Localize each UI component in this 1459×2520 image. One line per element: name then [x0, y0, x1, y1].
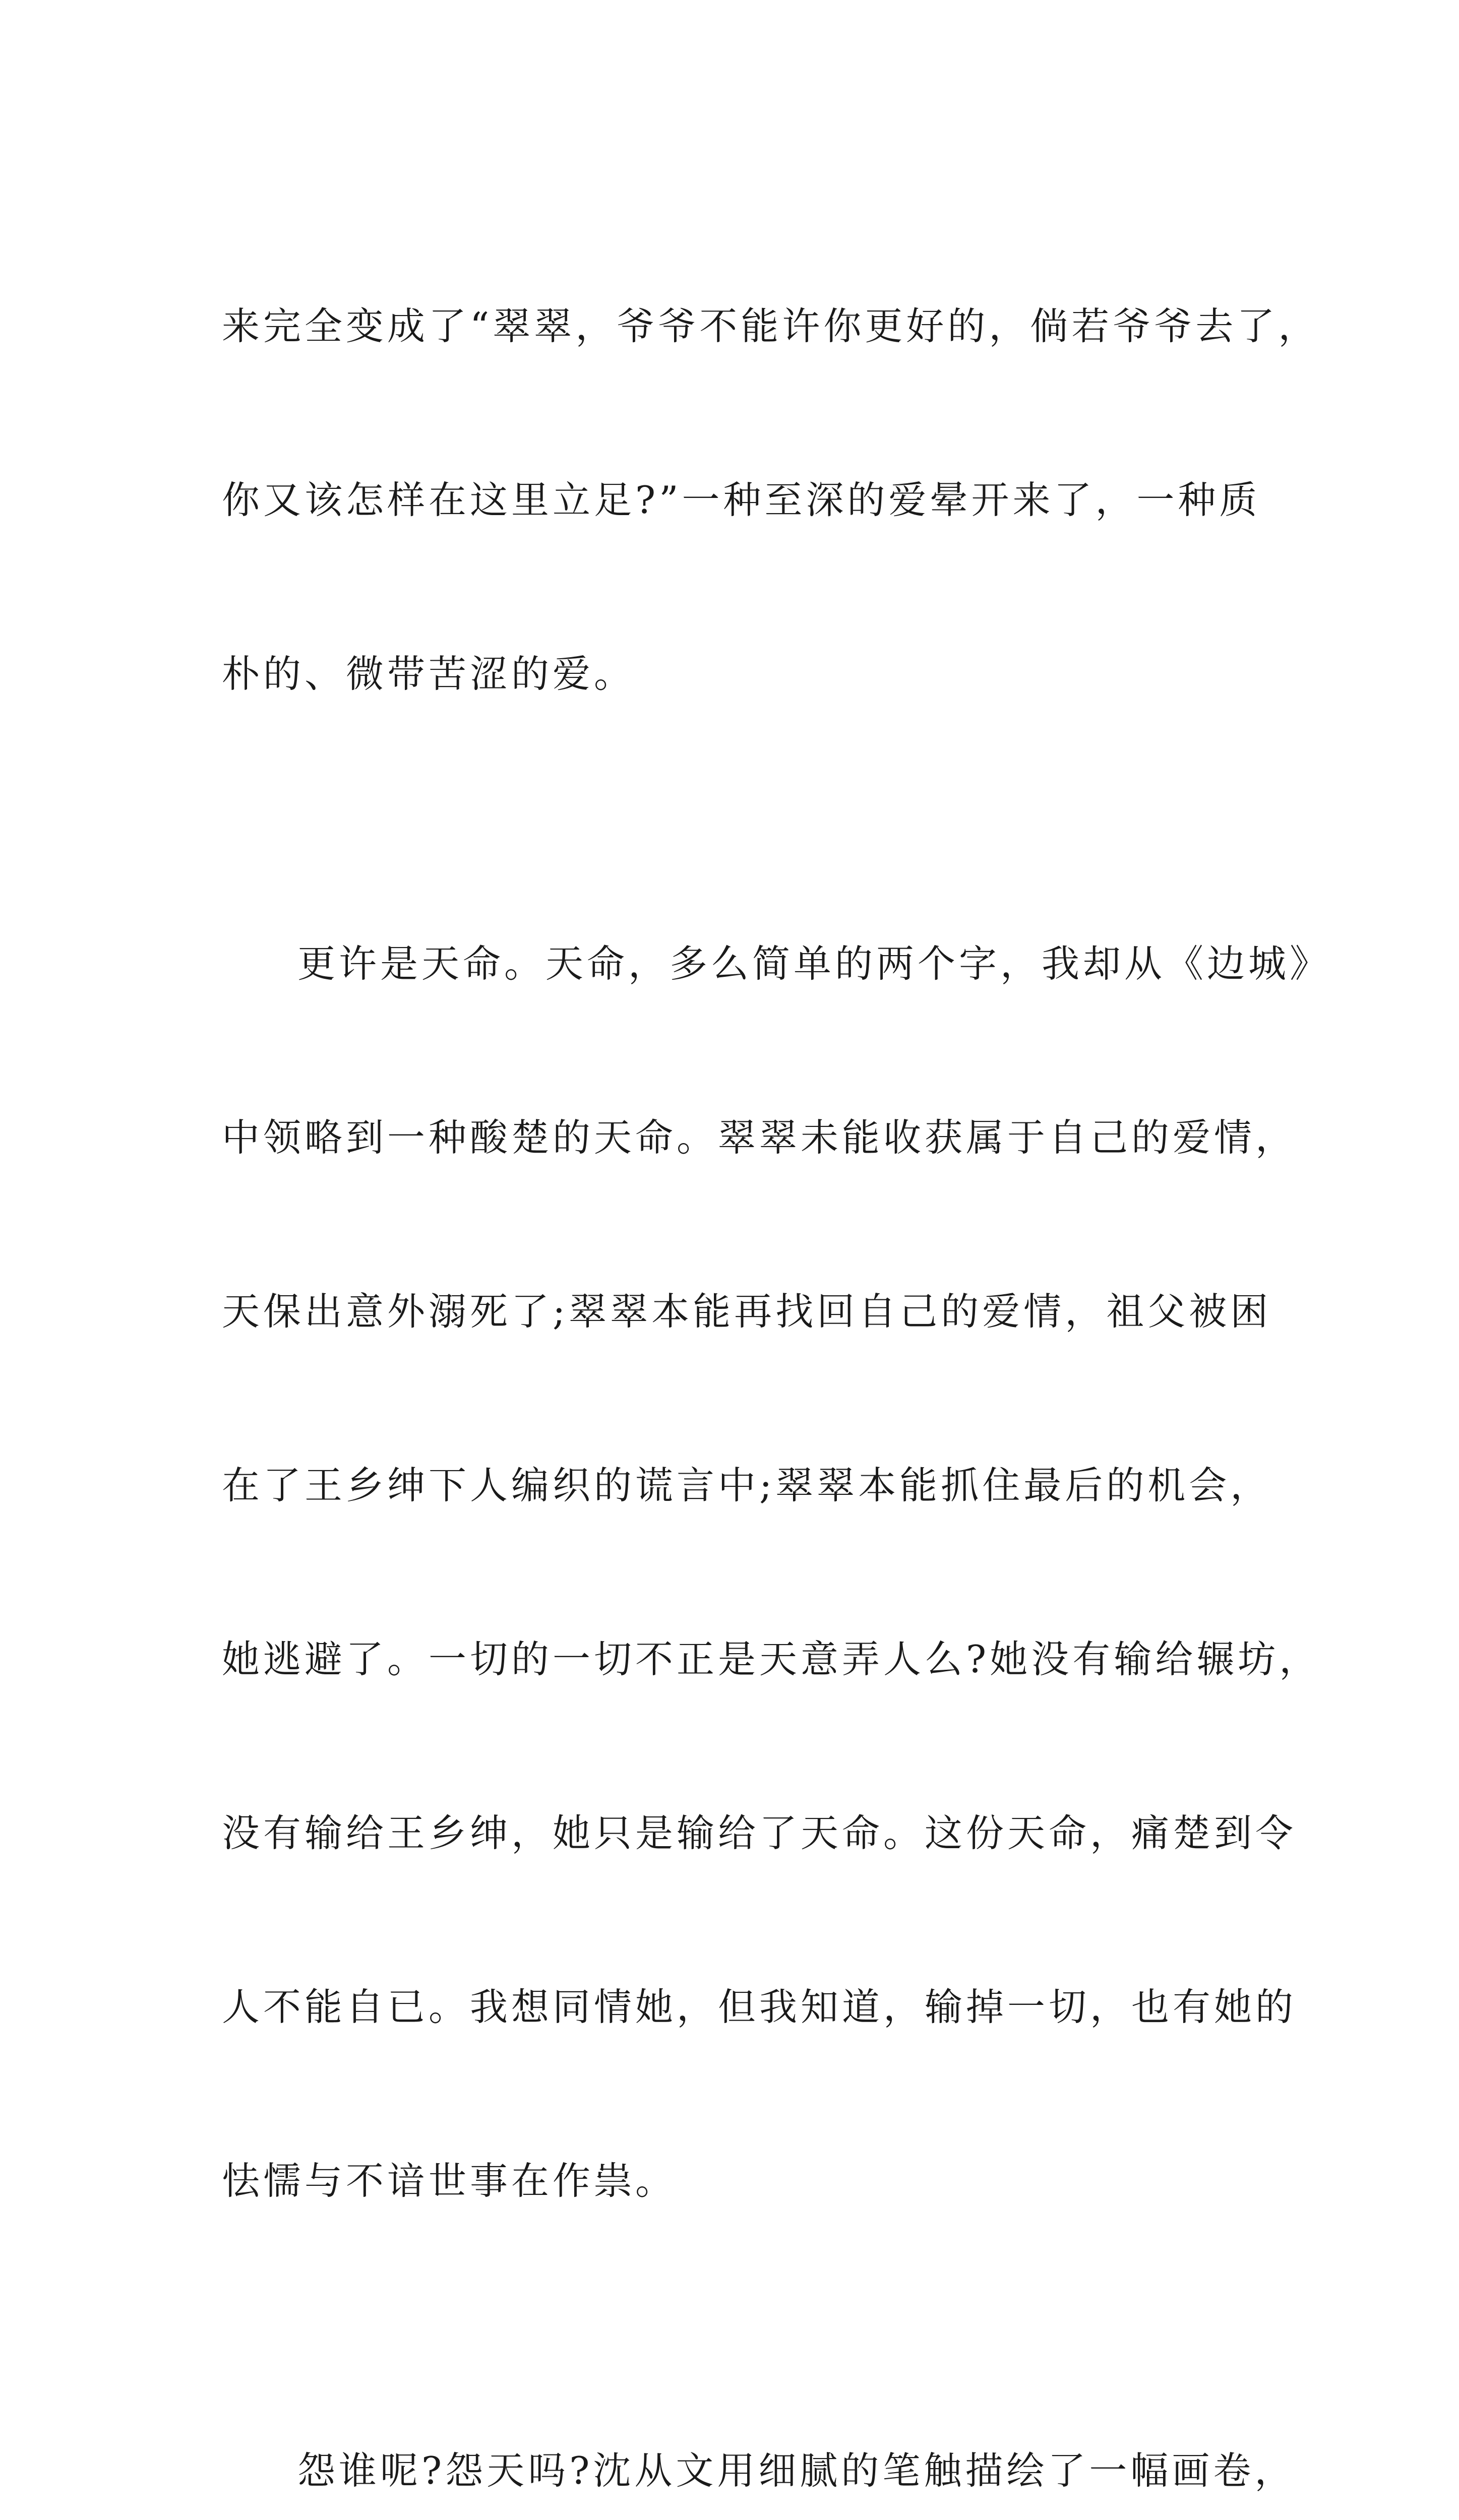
text-line: 她逃避了。一切的一切不正是天意弄人么?她没有输给辗坊， — [222, 1637, 1321, 1681]
text-line: 怯懦与不谙世事在作祟。 — [222, 2159, 677, 2203]
text-line: 来完全变成了“翠翠，爷爷不能许你更好的，倘若爷爷去了， — [222, 304, 1320, 348]
text-line: 天保出意外溺死了;翠翠本能再找回自己的爱情，祖父被困 — [222, 1289, 1272, 1334]
text-line: 在了王乡绅下人编织的谎言中;翠翠本能抓住最后的机会， — [222, 1463, 1272, 1507]
text-line: 没有输给王乡绅，她只是输给了天命。这份天命，痛楚到令 — [222, 1811, 1297, 1855]
text-line: 人不能自已。我想同情她，但我知道，输掉一切，也有她的 — [222, 1985, 1297, 2029]
text-line: 你又该怎样在这里立足?”一种至深的爱晕开来了，一种质 — [222, 478, 1261, 522]
text-line: 中领略到一种酸楚的天命。翠翠未能收获属于自己的爱情， — [222, 1115, 1297, 1160]
text-line: 怨谁呢?怨天吗?沈从文用细腻的笔触描绘了一幅画卷， — [297, 2448, 1296, 2493]
paragraph-2 — [222, 819, 1331, 2326]
paragraph-1 — [222, 181, 1320, 819]
text-line: 朴的、微带苦涩的爱。 — [222, 652, 636, 696]
paragraph-3 — [222, 2326, 1296, 2520]
document-body — [222, 181, 1331, 2520]
text-line: 更许是天命。天命，多么简单的两个字，我却从《边城》 — [297, 941, 1331, 986]
